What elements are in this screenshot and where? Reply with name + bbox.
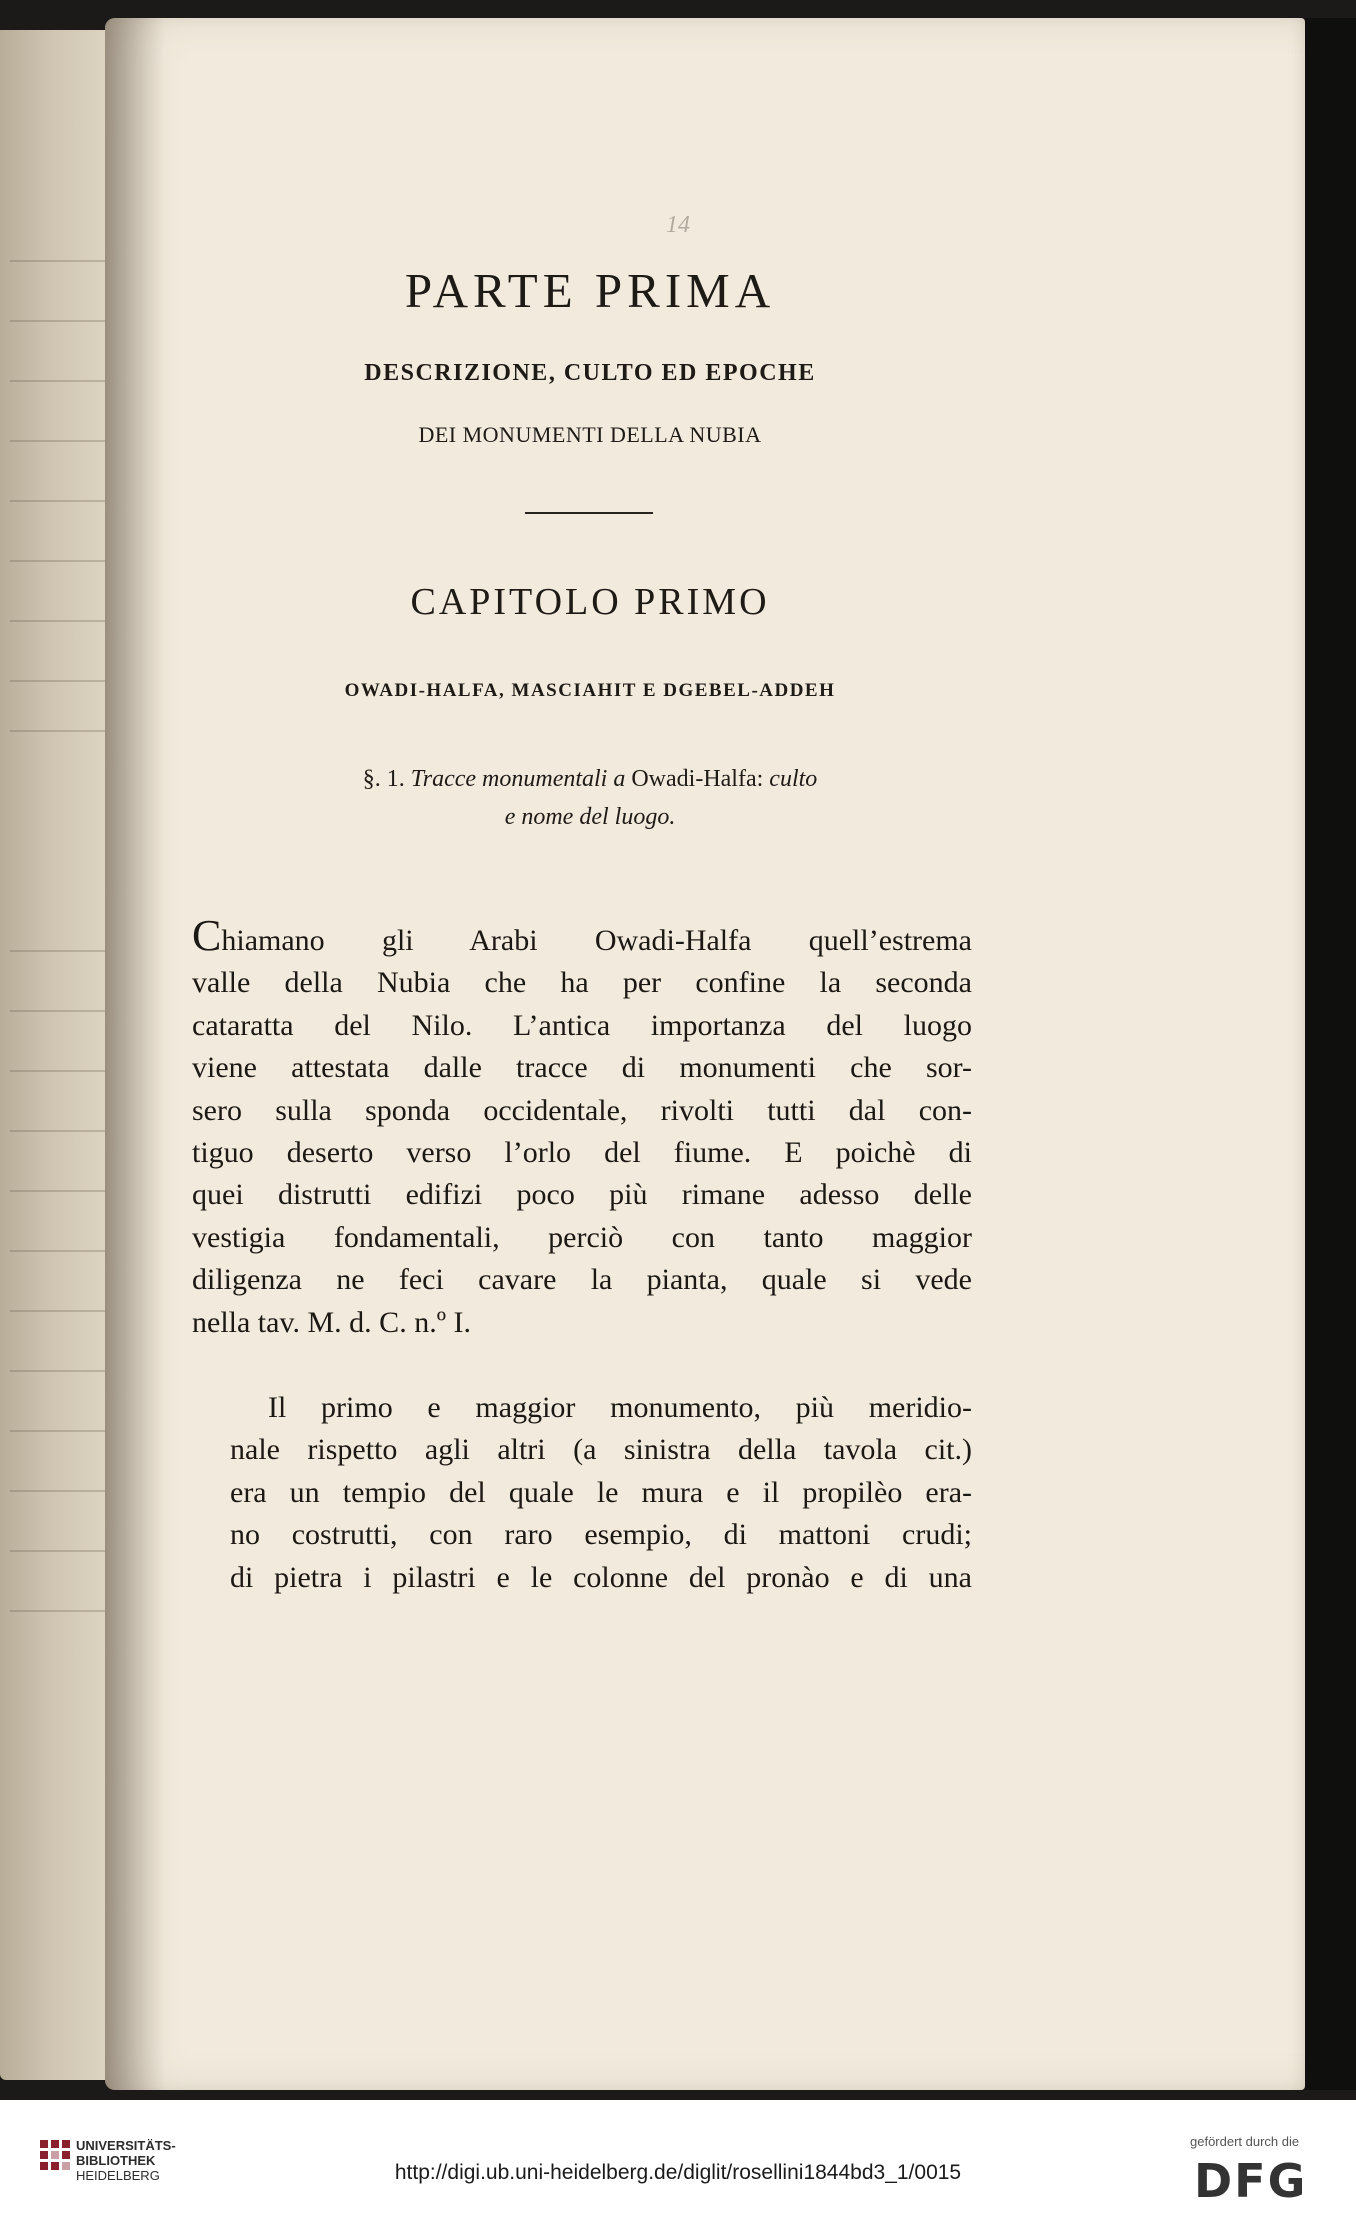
gutter-shadow [105,18,165,2090]
page-number: 14 [666,212,690,238]
section-heading [190,760,990,836]
institution-line-1: UNIVERSITÄTS- [76,2138,176,2153]
section-marker: §. 1. [362,766,405,792]
paragraph-line: valle della Nubia che ha per confine la seconda [192,966,972,1000]
paragraph-line: no costrutti, con raro esempio, di mattoni crudi; [230,1518,972,1552]
section-heading-line-2 [190,798,990,836]
dfg-logo: DFG [1194,2154,1308,2208]
institution-line-3: HEIDELBERG [76,2168,160,2183]
section-place: Owadi-Halfa: [631,766,764,792]
institution-line-2: BIBLIOTHEK [76,2153,156,2168]
page-edge [1305,18,1356,2090]
drop-cap: C [192,911,222,960]
divider-rule [525,512,653,514]
section-italic-b: culto [769,766,818,792]
footer-bar [0,2100,1356,2216]
chapter-subtitle: OWADI-HALFA, MASCIAHIT E DGEBEL-ADDEH [344,680,836,701]
funder-text: gefördert durch die [1190,2134,1300,2149]
paragraph-1 [192,911,972,1344]
paragraph-line: era un tempio del quale le mura e il propilèo era- [230,1475,972,1509]
paragraph-line: diligenza ne feci cavare la pianta, quale si vede [192,1263,972,1297]
paragraph-line: di pietra i pilastri e le colonne del pronào e di una [230,1560,972,1594]
part-subtitle-2: DEI MONUMENTI DELLA NUBIA [418,422,762,447]
source-url[interactable]: http://digi.ub.uni-heidelberg.de/diglit/rosellini1844bd3_1/0015 [394,2161,962,2184]
paragraph-line: tiguo deserto verso l’orlo del fiume. E poichè di [192,1136,972,1170]
paragraph-line: nale rispetto agli altri (a sinistra della tavola cit.) [230,1433,972,1467]
paragraph-2 [192,1387,972,1599]
paragraph-line: viene attestata dalle tracce di monumenti che sor- [192,1051,972,1085]
line-text: hiamano gli Arabi Owadi-Halfa quell’estrema [221,924,972,957]
section-italic-a: Tracce monumentali a [410,766,626,792]
paragraph-line: cataratta del Nilo. L’antica importanza del luogo [192,1008,972,1042]
paragraph-line: vestigia fondamentali, perciò con tanto maggior [192,1220,972,1254]
paragraph-line: sero sulla sponda occidentale, rivolti tutti dal con- [192,1093,972,1127]
part-subtitle: DESCRIZIONE, CULTO ED EPOCHE [364,360,816,386]
paragraph-line: nella tav. M. d. C. n.º I. [192,1305,471,1339]
section-heading-line-1 [190,760,990,798]
section-line2-text: e nome del luogo. [504,804,676,830]
part-title: PARTE PRIMA [404,263,776,318]
chapter-title: CAPITOLO PRIMO [410,581,770,623]
paragraph-line: quei distrutti edifizi poco più rimane adesso delle [192,1178,972,1212]
paragraph-line: Il primo e maggior monumento, più meridio- [268,1391,972,1424]
paragraph-line [192,911,972,962]
